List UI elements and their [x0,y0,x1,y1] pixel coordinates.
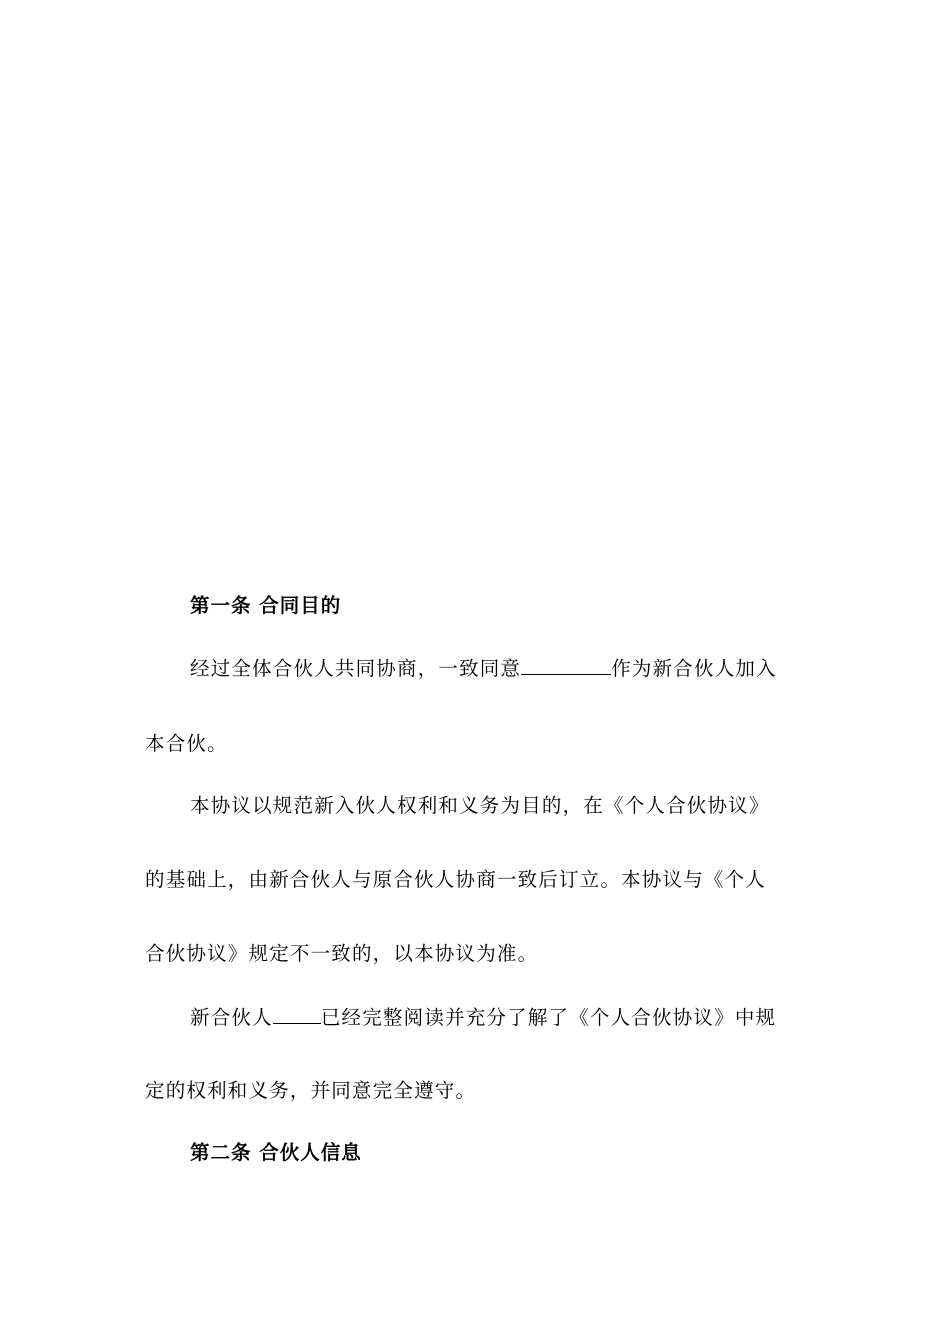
fill-in-blank-partner-name[interactable] [273,1003,321,1024]
article-2-heading: 第二条 合伙人信息 [190,1141,362,1164]
article-1-paragraph-3-line-2: 定的权利和义务，并同意完全遵守。 [145,1079,477,1102]
paragraph-text: 新合伙人 [190,1006,273,1029]
article-1-heading: 第一条 合同目的 [190,594,342,617]
article-1-paragraph-1-line-1 [190,654,777,683]
paragraph-text: 已经完整阅读并充分了解了《个人合伙协议》中规 [320,1006,777,1029]
article-1-paragraph-2-line-1: 本协议以规范新入伙人权利和义务为目的，在《个人合伙协议》 [190,794,770,817]
fill-in-blank-new-partner[interactable] [521,654,611,675]
article-1-paragraph-2-line-2: 的基础上，由新合伙人与原合伙人协商一致后订立。本协议与《个人 [145,868,767,891]
paragraph-text: 经过全体合伙人共同协商，一致同意 [190,657,522,680]
article-1-paragraph-2-line-3: 合伙协议》规定不一致的，以本协议为准。 [145,942,539,965]
article-1-paragraph-1-line-2: 本合伙。 [145,732,228,755]
paragraph-text: 作为新合伙人加入 [611,657,777,680]
article-1-paragraph-3-line-1 [190,1003,776,1032]
